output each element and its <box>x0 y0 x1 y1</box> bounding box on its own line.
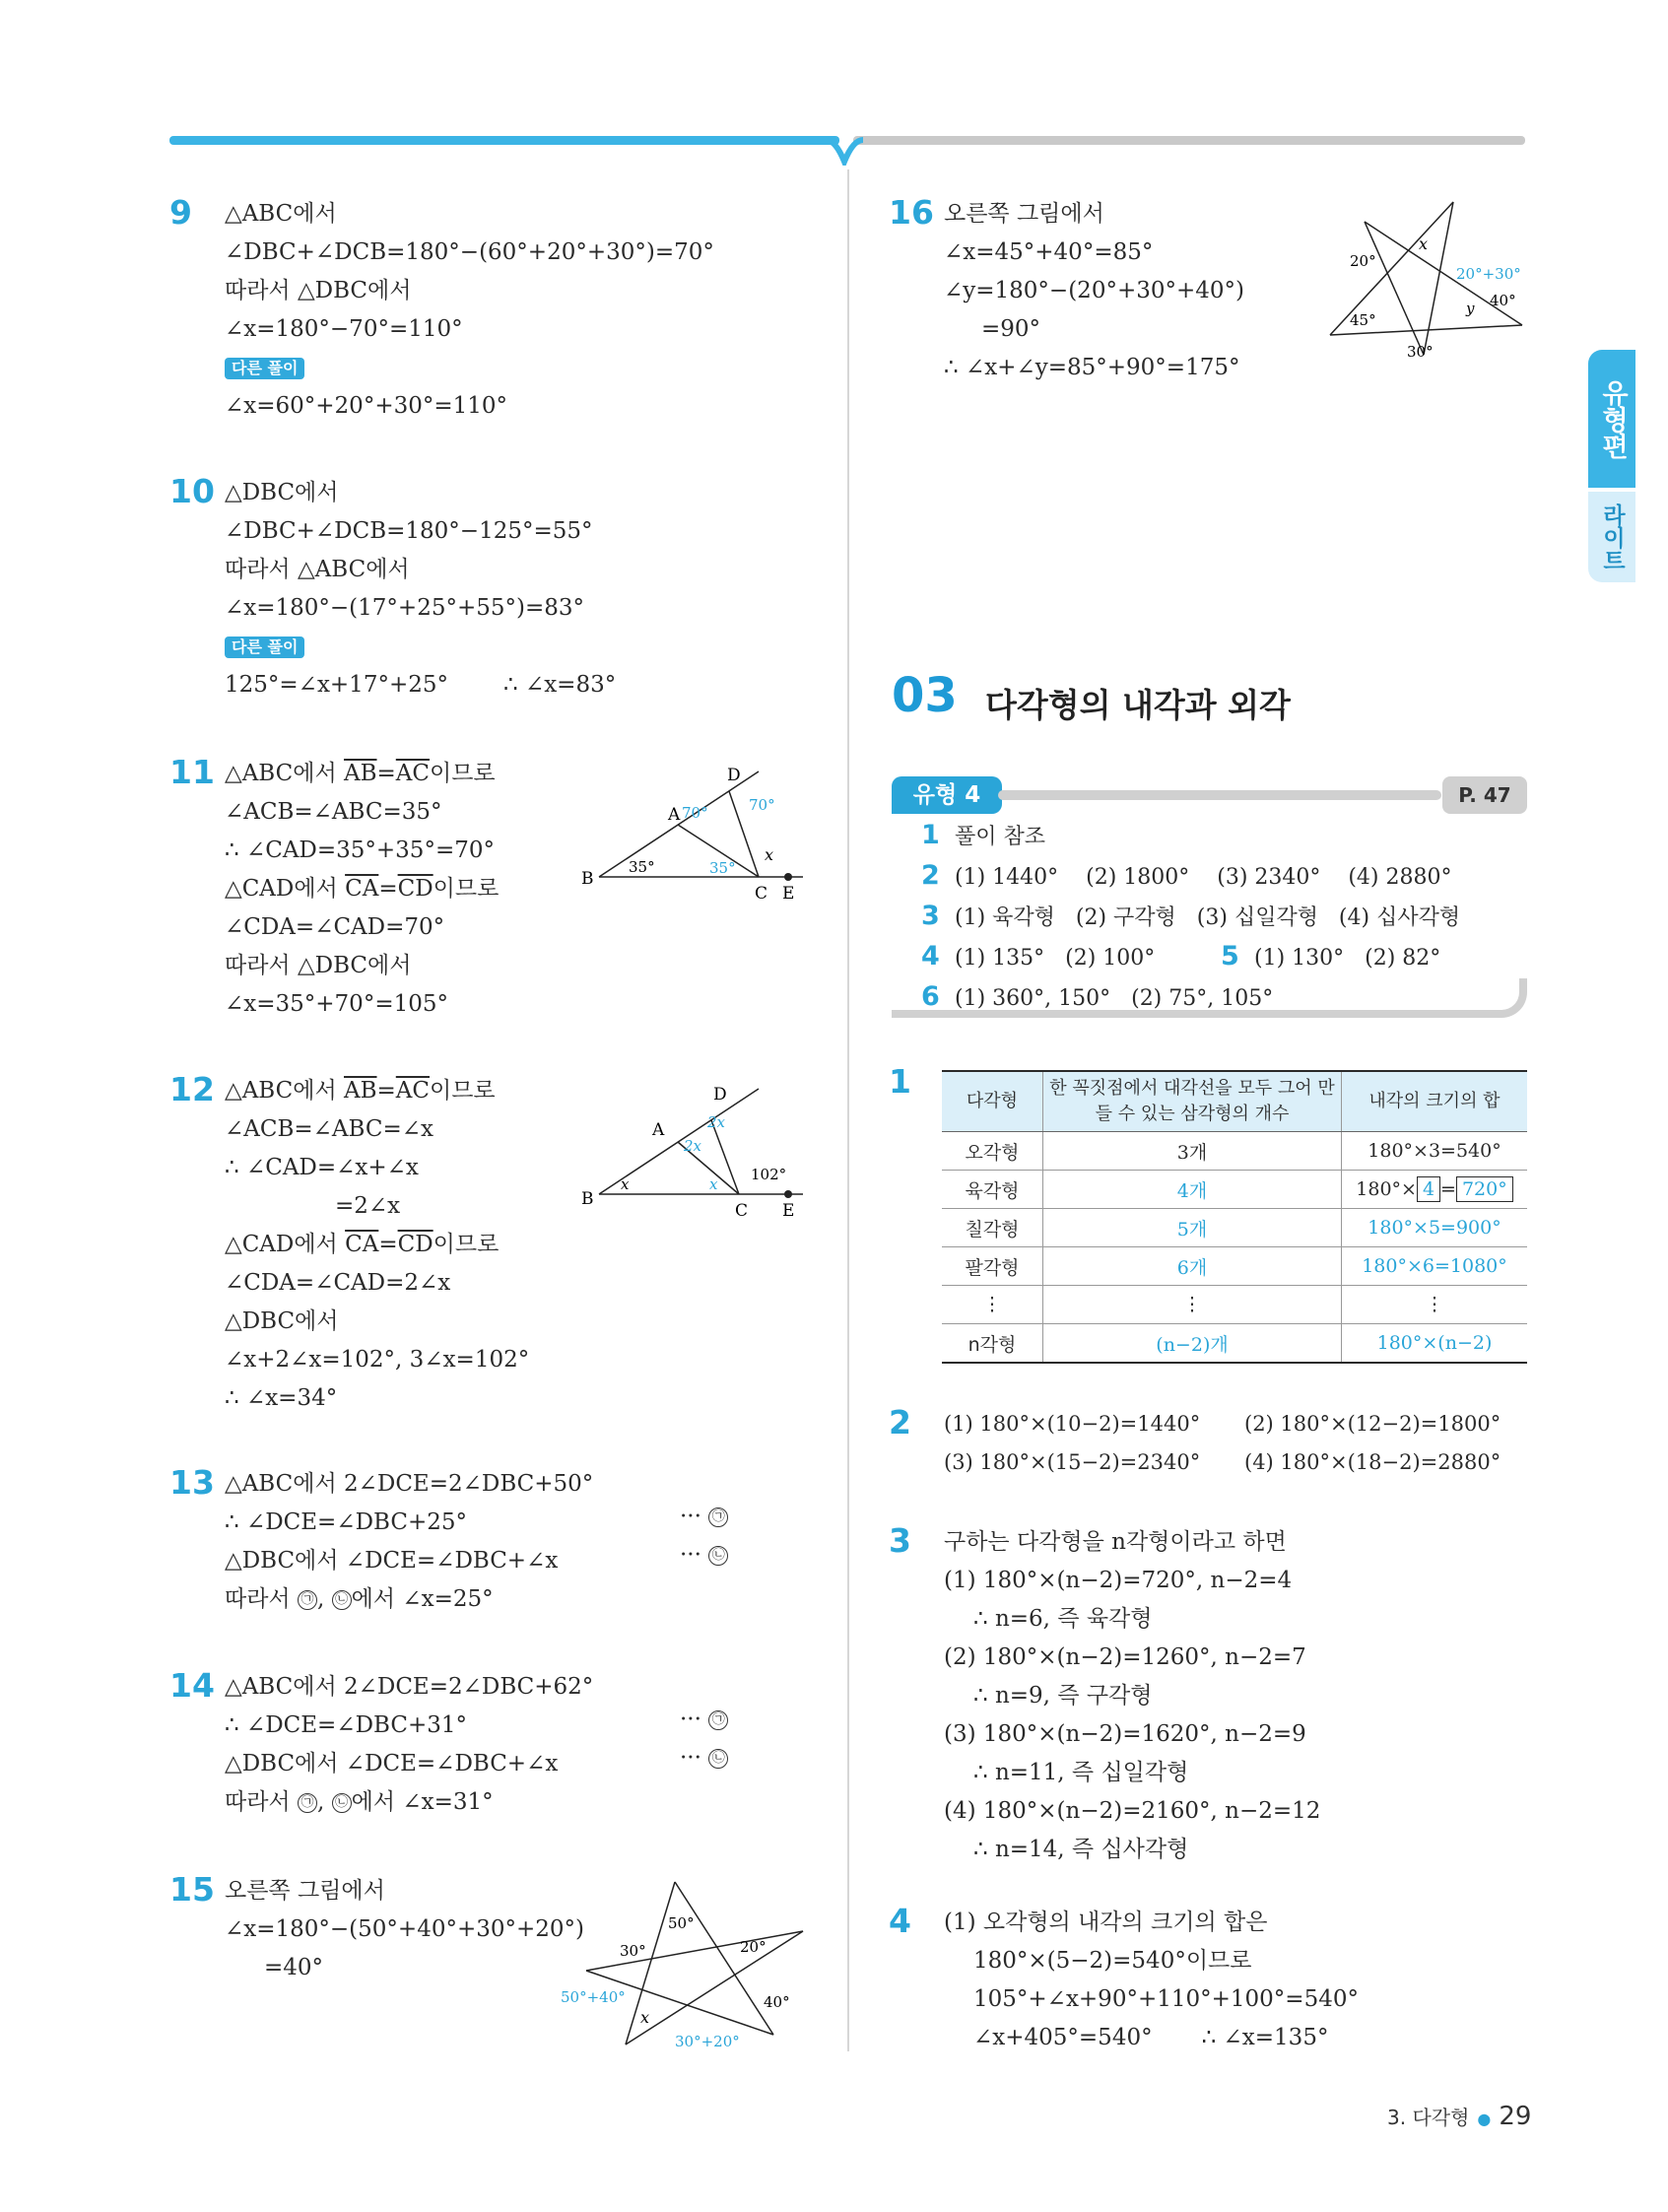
table-row <box>942 1286 1527 1324</box>
solution-line: ∴ ∠DCE=∠DBC+31° <box>225 1712 467 1738</box>
text: = <box>378 1232 398 1257</box>
chapter-label: 3. 다각형 <box>1387 2106 1470 2129</box>
solution-line: △DBC에서 ∠DCE=∠DBC+∠x <box>225 1548 559 1574</box>
segment: $\overline{CA}$ <box>345 876 379 902</box>
solution-line: =40° <box>264 1955 324 1980</box>
angle-label: 30° <box>620 1942 646 1960</box>
solution-line: ∠ACB=∠ABC=∠x <box>225 1116 434 1142</box>
table-cell: 오각형 <box>942 1132 1043 1171</box>
angle-label: 20° <box>1350 252 1376 270</box>
solution-line: ∴ n=11, 즉 십일각형 <box>973 1760 1189 1785</box>
table-row <box>942 1171 1527 1209</box>
table-header: 한 꼭짓점에서 대각선을 모두 그어 만들 수 있는 삼각형의 개수 <box>1043 1071 1342 1132</box>
text: 따라서 <box>225 1789 298 1815</box>
answer-number: 5 <box>1221 941 1239 972</box>
solution-line: 따라서 △ABC에서 <box>225 557 410 582</box>
solution-line: (4) 180°×(18−2)=2880° <box>1244 1450 1501 1474</box>
type-tab: 유형 4 <box>892 776 1002 814</box>
angle-label: 20° <box>740 1938 767 1956</box>
table-cell: 칠각형 <box>942 1209 1043 1247</box>
text: = <box>1440 1178 1456 1200</box>
dots: ··· <box>680 1542 701 1568</box>
problem-15 <box>169 1870 585 1987</box>
problem-number: 1 <box>889 1062 911 1101</box>
solution-line: ∠x=45°+40°=85° <box>944 239 1154 265</box>
solution-line: ∠DBC+∠DCB=180°−(60°+20°+30°)=70° <box>225 239 714 265</box>
problem-13 <box>169 1463 594 1619</box>
alt-solution-tag: 다른 풀이 <box>225 637 304 658</box>
circle-mark: ㉡ <box>332 1793 352 1813</box>
label-d: D <box>727 766 741 785</box>
table-row <box>942 1209 1527 1247</box>
answer-text: 풀이 참조 <box>955 825 1046 849</box>
figure-16 <box>1320 197 1527 369</box>
angle-y: y <box>1466 300 1475 317</box>
table-cell: (n−2)개 <box>1043 1324 1342 1364</box>
equation-marker <box>680 1745 728 1771</box>
table-cell: 180°×3=540° <box>1342 1132 1528 1171</box>
label-b: B <box>581 869 594 889</box>
solution-line: ∴ ∠CAD=35°+35°=70° <box>225 838 495 863</box>
side-tab-bottom[interactable]: 라이트 <box>1588 492 1635 582</box>
angle-label: 70° <box>682 804 708 822</box>
label-e: E <box>782 884 795 904</box>
segment: $\overline{AC}$ <box>395 1078 430 1104</box>
angle-label: 102° <box>751 1166 787 1183</box>
table-cell: 3개 <box>1043 1132 1342 1171</box>
table-cell: 180°×6=1080° <box>1342 1247 1528 1286</box>
segment: $\overline{AB}$ <box>343 761 377 786</box>
label-d: D <box>713 1085 727 1105</box>
table-cell: ⋮ <box>1342 1286 1528 1324</box>
problem-number: 9 <box>169 193 192 232</box>
solution-line: ∴ ∠x+∠y=85°+90°=175° <box>944 355 1240 380</box>
solution-line: (3) 180°×(n−2)=1620°, n−2=9 <box>944 1721 1306 1747</box>
angle-label: 35° <box>709 859 736 877</box>
angle-x: x <box>640 2008 650 2027</box>
angle-label: 2x <box>707 1113 726 1131</box>
page-reference: P. 47 <box>1442 776 1527 814</box>
text: △ABC에서 <box>225 761 344 786</box>
problem-number: 16 <box>889 193 934 232</box>
table-cell: 팔각형 <box>942 1247 1043 1286</box>
problem-14 <box>169 1666 594 1822</box>
top-bar-left <box>169 136 839 145</box>
table-cell: 180°×(n−2) <box>1342 1324 1528 1364</box>
figure-12 <box>581 1076 818 1224</box>
table-cell: 180°×5=900° <box>1342 1209 1528 1247</box>
problem-16 <box>889 193 1244 387</box>
answer-number: 4 <box>921 941 940 972</box>
solution-line: ∠DBC+∠DCB=180°−125°=55° <box>225 518 593 544</box>
section-title: 다각형의 내각과 외각 <box>985 686 1291 724</box>
text: 이므로 <box>430 1078 496 1104</box>
label-b: B <box>581 1189 594 1209</box>
type-bar <box>998 790 1441 800</box>
solution-line: (1) 180°×(10−2)=1440° <box>944 1412 1201 1436</box>
table-header: 다각형 <box>942 1071 1043 1132</box>
circle-mark: ㉠ <box>708 1710 728 1730</box>
solution-line: △ABC에서 2∠DCE=2∠DBC+62° <box>225 1674 594 1700</box>
solution-line: =90° <box>981 316 1041 342</box>
solution-line: 오른쪽 그림에서 <box>944 201 1104 227</box>
angle-label: 35° <box>629 858 655 876</box>
problem-number: 3 <box>889 1521 911 1560</box>
angle-x: x <box>709 1175 718 1193</box>
circle-mark: ㉡ <box>708 1546 728 1566</box>
alt-solution-tag: 다른 풀이 <box>225 358 304 379</box>
solution-line: ∠CDA=∠CAD=70° <box>225 914 445 940</box>
text: 이므로 <box>430 761 496 786</box>
equation-marker <box>680 1707 728 1732</box>
text: △ABC에서 <box>225 1078 344 1104</box>
circle-mark: ㉠ <box>708 1508 728 1527</box>
segment: $\overline{AB}$ <box>343 1078 377 1104</box>
segment: $\overline{CD}$ <box>397 1232 434 1257</box>
problem-number: 2 <box>889 1403 911 1441</box>
dots: ··· <box>680 1504 701 1529</box>
table-cell: 5개 <box>1043 1209 1342 1247</box>
text: 180°× <box>1356 1178 1417 1200</box>
table-cell: 4개 <box>1043 1171 1342 1209</box>
solution-line: ∠x=180°−(17°+25°+55°)=83° <box>225 595 585 621</box>
page-footer <box>1387 2102 1531 2131</box>
table-cell: 육각형 <box>942 1171 1043 1209</box>
problem-9 <box>169 193 714 426</box>
side-tab-top[interactable]: 유형편 <box>1588 350 1635 488</box>
text: △CAD에서 <box>225 876 346 902</box>
solution-line: 구하는 다각형을 n각형이라고 하면 <box>944 1529 1287 1555</box>
text: 이므로 <box>433 876 500 902</box>
problem-10 <box>169 472 617 704</box>
text: , <box>316 1789 332 1815</box>
solution-line: ∴ n=14, 즉 십사각형 <box>973 1837 1189 1862</box>
circle-mark: ㉡ <box>332 1590 352 1610</box>
solution-line: 따라서 △DBC에서 <box>225 953 412 978</box>
section-number: 03 <box>892 668 958 723</box>
text: △CAD에서 <box>225 1232 346 1257</box>
angle-x: x <box>765 845 774 864</box>
angle-label: 50°+40° <box>561 1988 626 2006</box>
solution-line: ∠x+2∠x=102°, 3∠x=102° <box>225 1347 530 1373</box>
answer-number: 6 <box>921 981 940 1012</box>
solution-line: (2) 180°×(n−2)=1260°, n−2=7 <box>944 1644 1306 1670</box>
angle-label: 2x <box>684 1137 702 1155</box>
segment: $\overline{AC}$ <box>395 761 430 786</box>
angle-label: 20°+30° <box>1456 265 1521 283</box>
figure-11 <box>581 759 818 906</box>
table-cell <box>1342 1171 1528 1209</box>
text: 에서 ∠x=31° <box>351 1789 494 1815</box>
table-header: 내각의 크기의 합 <box>1342 1071 1528 1132</box>
solution-line: ∴ ∠DCE=∠DBC+25° <box>225 1509 467 1535</box>
answer-number: 3 <box>921 901 940 931</box>
table-cell: n각형 <box>942 1324 1043 1364</box>
equation-marker <box>680 1542 728 1568</box>
answer-number: 1 <box>921 820 940 850</box>
solution-line: △ABC에서 2∠DCE=2∠DBC+50° <box>225 1471 594 1497</box>
answer-text: (1) 135° (2) 100° <box>955 946 1156 971</box>
problem-11 <box>169 753 500 1024</box>
table-cell: ⋮ <box>1043 1286 1342 1324</box>
answer-list <box>921 816 1460 1018</box>
solution-line: △DBC에서 <box>225 1308 339 1334</box>
solution-line: △ABC에서 <box>225 201 337 227</box>
solution-line: ∠x=180°−(50°+40°+30°+20°) <box>225 1916 585 1942</box>
circle-mark: ㉠ <box>298 1793 317 1813</box>
text: 따라서 <box>225 1586 298 1612</box>
dots: ··· <box>680 1707 701 1732</box>
interior-angle-table <box>942 1070 1527 1364</box>
problem-number: 11 <box>169 753 215 791</box>
solution-line: ∴ ∠x=34° <box>225 1385 338 1411</box>
top-notch <box>826 136 863 166</box>
angle-label: 30° <box>1407 343 1434 361</box>
answer-box: 4 <box>1417 1176 1440 1202</box>
answer-3 <box>889 1521 1321 1869</box>
label-a: A <box>652 1120 665 1140</box>
solution-line: ∴ ∠x=135° <box>1201 2025 1329 2050</box>
solution-line: (1) 오각형의 내각의 크기의 합은 <box>944 1910 1268 1935</box>
table-row <box>942 1247 1527 1286</box>
answer-text: (1) 육각형 (2) 구각형 (3) 십일각형 (4) 십사각형 <box>955 905 1461 930</box>
label-a: A <box>668 805 681 825</box>
label-c: C <box>735 1201 749 1221</box>
circle-mark: ㉠ <box>298 1590 317 1610</box>
answer-2 <box>889 1403 1501 1482</box>
solution-line: ∴ n=6, 즉 육각형 <box>973 1606 1153 1632</box>
text: = <box>376 1078 396 1104</box>
problem-number: 4 <box>889 1902 911 1940</box>
table-cell: ⋮ <box>942 1286 1043 1324</box>
solution-line: 오른쪽 그림에서 <box>225 1878 385 1904</box>
solution-line: (4) 180°×(n−2)=2160°, n−2=12 <box>944 1798 1321 1824</box>
angle-label: 70° <box>749 796 775 814</box>
solution-line: =2∠x <box>335 1193 401 1219</box>
problem-number: 15 <box>169 1870 215 1909</box>
answer-text: (1) 130° (2) 82° <box>1254 946 1441 971</box>
problem-number: 13 <box>169 1463 215 1502</box>
answer-box: 720° <box>1456 1176 1513 1202</box>
solution-line: (3) 180°×(15−2)=2340° <box>944 1450 1201 1474</box>
table-cell: 6개 <box>1043 1247 1342 1286</box>
solution-line: 180°×(5−2)=540°이므로 <box>973 1948 1252 1974</box>
angle-label: 40° <box>1490 292 1516 309</box>
problem-number: 12 <box>169 1070 215 1108</box>
angle-x: x <box>1419 235 1429 253</box>
solution-line: ∠ACB=∠ABC=35° <box>225 799 442 825</box>
solution-line: (2) 180°×(12−2)=1800° <box>1244 1412 1501 1436</box>
page-number: 29 <box>1499 2102 1532 2131</box>
solution-line: ∠x=60°+20°+30°=110° <box>225 393 508 419</box>
solution-line: ∴ ∠x=83° <box>503 672 617 698</box>
answer-text: (1) 360°, 150° (2) 75°, 105° <box>955 986 1274 1011</box>
solution-line: ∠x=180°−70°=110° <box>225 316 463 342</box>
type-summary-box <box>892 776 1527 1035</box>
problem-number: 10 <box>169 472 215 510</box>
solution-line: 105°+∠x+90°+110°+100°=540° <box>973 1986 1359 2012</box>
side-tab[interactable] <box>1588 350 1635 582</box>
circle-mark: ㉡ <box>708 1749 728 1769</box>
answer-text: (1) 1440° (2) 1800° (3) 2340° (4) 2880° <box>955 865 1452 890</box>
solution-line: △DBC에서 ∠DCE=∠DBC+∠x <box>225 1751 559 1776</box>
problem-number: 14 <box>169 1666 215 1705</box>
angle-label: 30°+20° <box>675 2033 740 2050</box>
figure-15 <box>557 1877 813 2054</box>
bullet-icon: ● <box>1477 2110 1492 2128</box>
solution-line: 125°=∠x+17°+25° <box>225 672 448 698</box>
label-e: E <box>782 1201 795 1221</box>
solution-line: ∴ ∠CAD=∠x+∠x <box>225 1155 419 1180</box>
text: , <box>316 1586 332 1612</box>
answer-number: 2 <box>921 860 940 891</box>
text: 에서 ∠x=25° <box>351 1586 494 1612</box>
angle-label: 40° <box>764 1993 790 2011</box>
segment: $\overline{CD}$ <box>397 876 434 902</box>
text: 이므로 <box>433 1232 500 1257</box>
solution-line: ∠y=180°−(20°+30°+40°) <box>944 278 1244 303</box>
solution-line: ∠CDA=∠CAD=2∠x <box>225 1270 451 1296</box>
angle-label: 45° <box>1350 311 1376 329</box>
table-row <box>942 1324 1527 1364</box>
label-c: C <box>755 884 768 904</box>
column-divider <box>847 169 849 2051</box>
dots: ··· <box>680 1745 701 1771</box>
segment: $\overline{CA}$ <box>345 1232 379 1257</box>
top-bar-right <box>853 136 1525 145</box>
solution-line: 따라서 △DBC에서 <box>225 278 412 303</box>
solution-line: (1) 180°×(n−2)=720°, n−2=4 <box>944 1568 1293 1593</box>
table-row <box>942 1132 1527 1171</box>
solution-line: ∠x=35°+70°=105° <box>225 991 448 1017</box>
answer-4 <box>889 1902 1359 2057</box>
solution-line: ∠x+405°=540° <box>973 2025 1153 2050</box>
angle-label: 50° <box>668 1914 695 1932</box>
text: = <box>376 761 396 786</box>
equation-marker <box>680 1504 728 1529</box>
solution-line: ∴ n=9, 즉 구각형 <box>973 1683 1153 1709</box>
text: = <box>378 876 398 902</box>
angle-x: x <box>621 1175 630 1193</box>
problem-12 <box>169 1070 530 1418</box>
solution-line: △DBC에서 <box>225 480 339 505</box>
